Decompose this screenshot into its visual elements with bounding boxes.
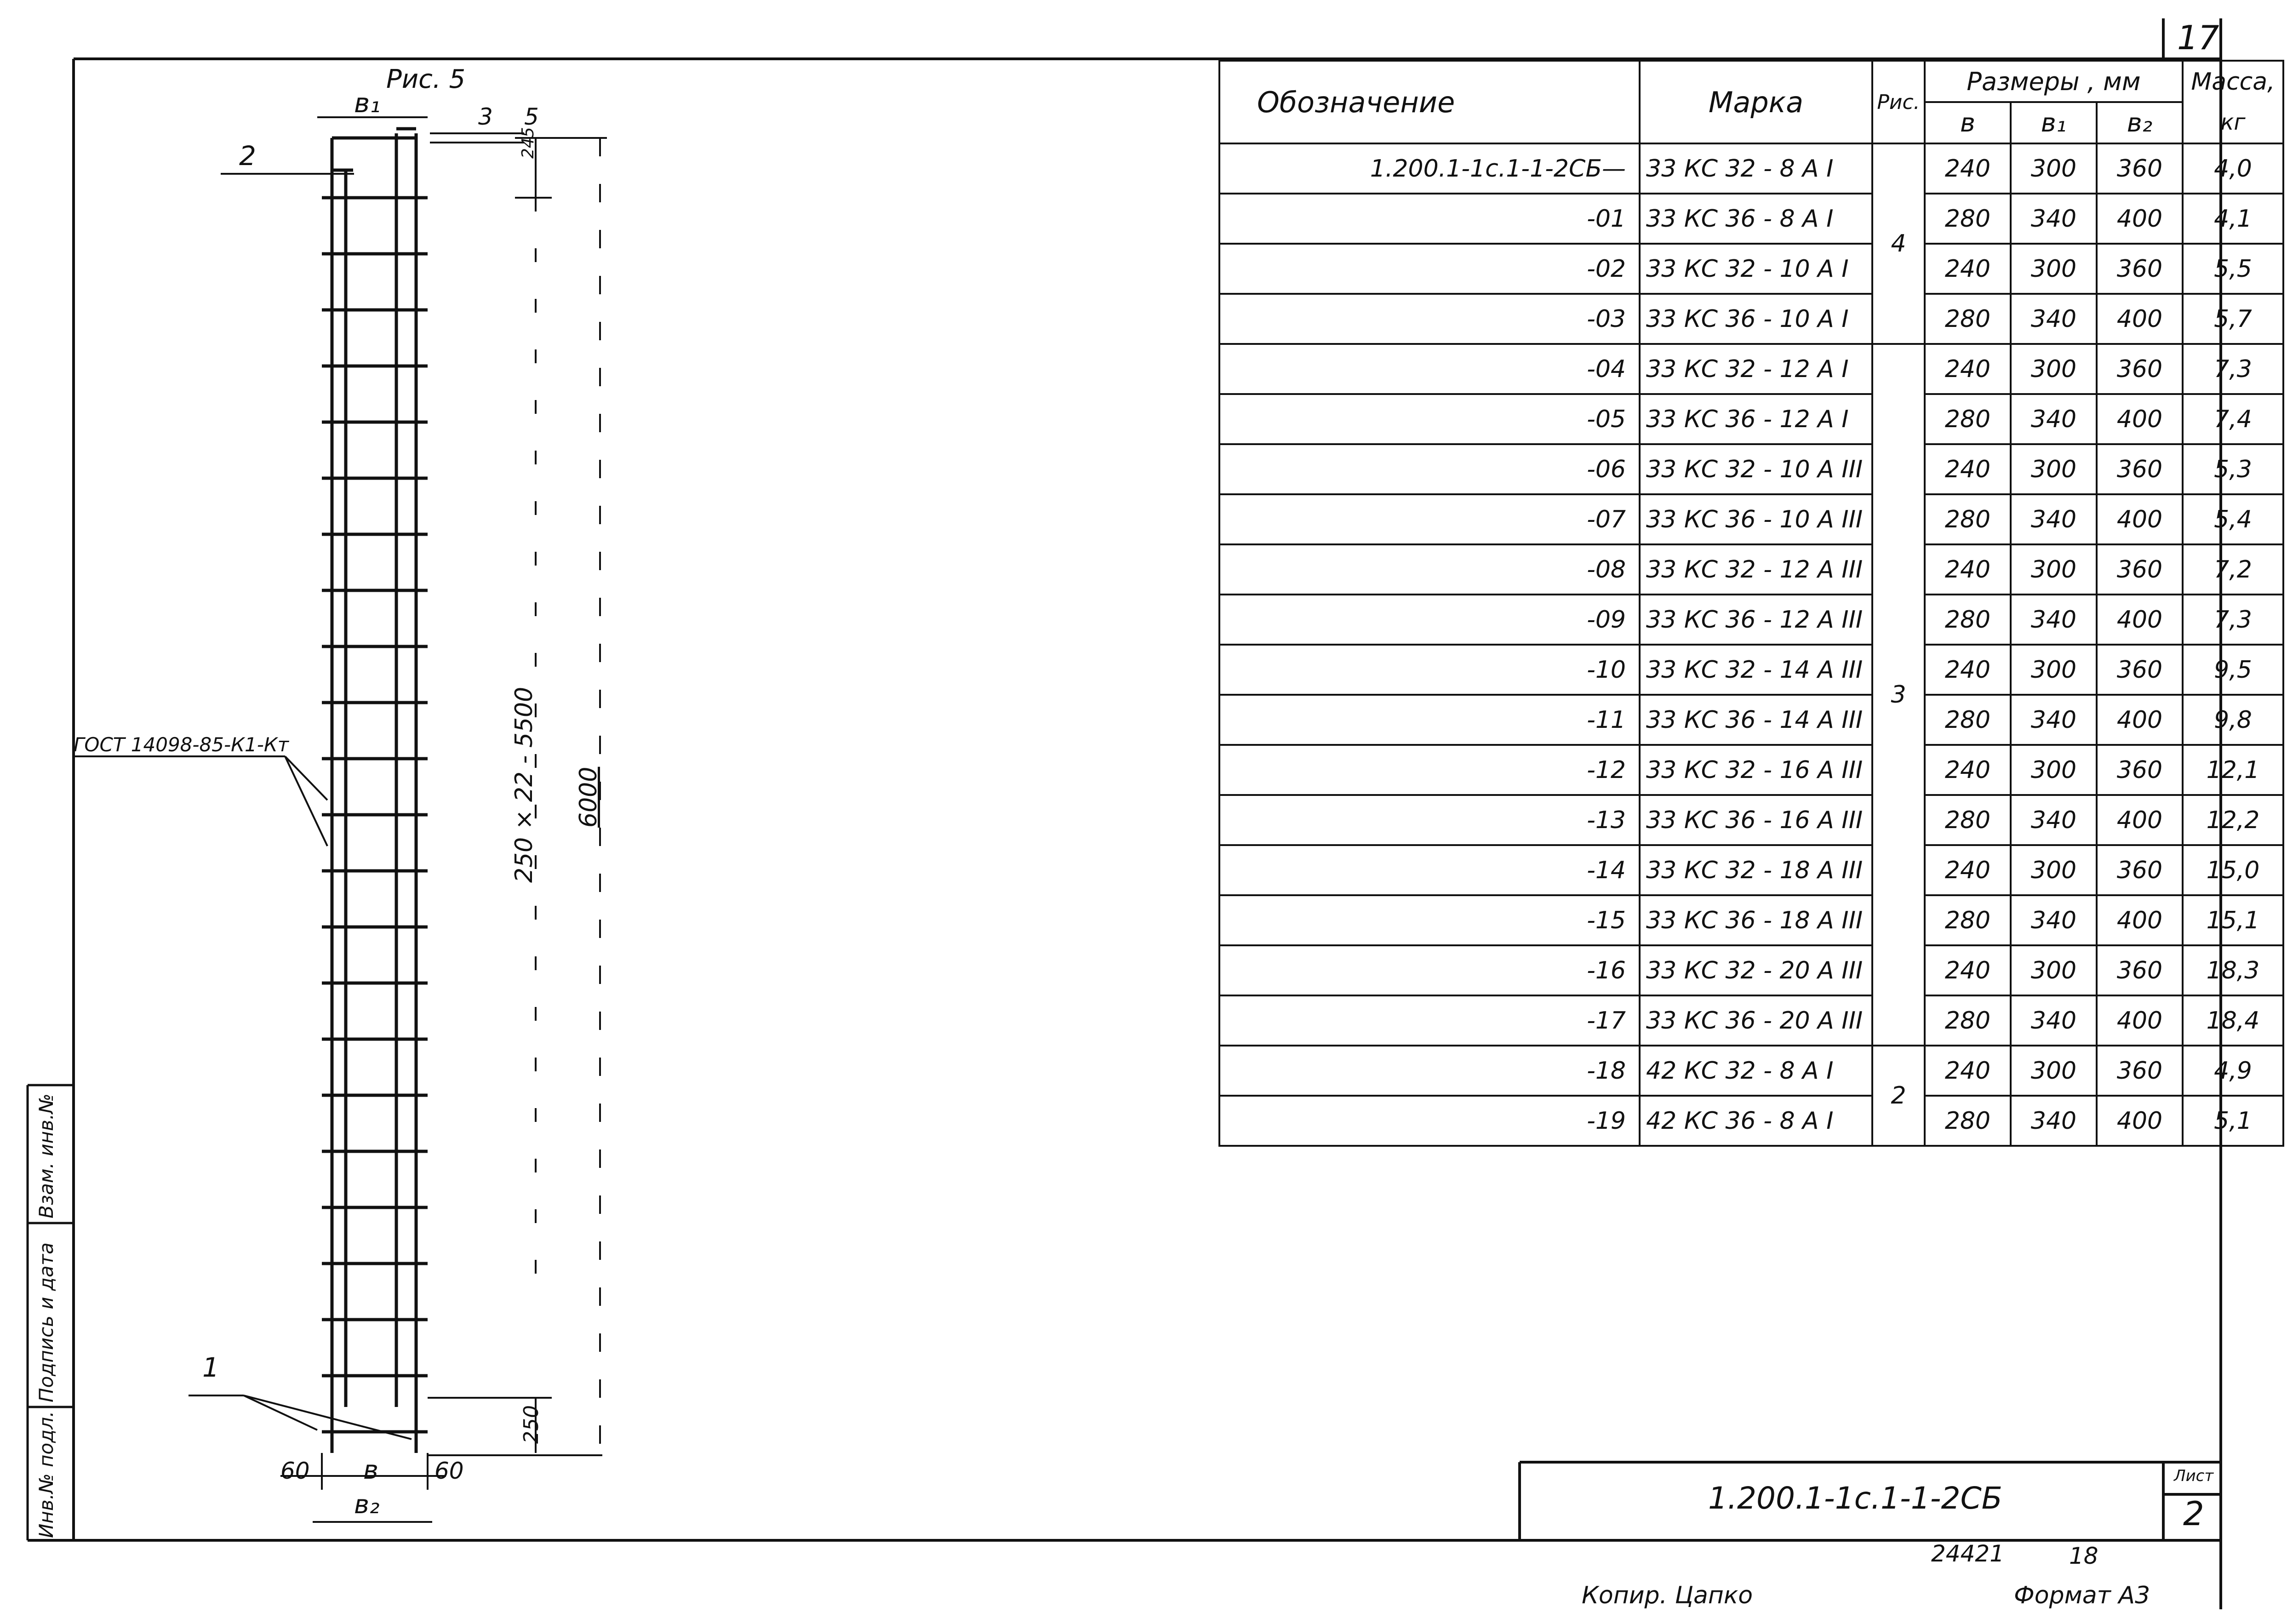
cell-designation: -15	[1219, 895, 1640, 945]
cell-mark: 33 КС 32 - 18 А III	[1640, 845, 1872, 895]
cell-mark: 33 КС 36 - 18 А III	[1640, 895, 1872, 945]
dim-245-label: 245	[519, 127, 537, 159]
cell-b2: 360	[2097, 544, 2183, 595]
cell-designation: -08	[1219, 544, 1640, 595]
doc-code: 1.200.1-1с.1-1-2СБ	[1708, 1481, 2002, 1516]
cell-b1: 340	[2011, 895, 2097, 945]
cell-b1: 340	[2011, 1096, 2097, 1146]
cell-b: 280	[1925, 294, 2011, 344]
cell-mass: 9,5	[2183, 645, 2283, 695]
stamp-inv-podl: Инв.№ подл.	[35, 1411, 57, 1538]
cell-designation: -11	[1219, 695, 1640, 745]
cell-mass: 7,3	[2183, 595, 2283, 645]
table-row	[1219, 244, 2283, 294]
dim-60-right-label: 60	[435, 1458, 464, 1484]
cell-b: 280	[1925, 995, 2011, 1046]
gost-note: ГОСТ 14098-85-К1-Кт	[74, 733, 289, 756]
cell-b1: 300	[2011, 244, 2097, 294]
cell-mass: 18,4	[2183, 995, 2283, 1046]
table-row	[1219, 544, 2283, 595]
cell-mass: 18,3	[2183, 945, 2283, 995]
table-row	[1219, 645, 2283, 695]
cell-b2: 360	[2097, 244, 2183, 294]
cell-b2: 360	[2097, 945, 2183, 995]
header-designation: Обозначение	[1219, 61, 1640, 143]
cell-designation: -09	[1219, 595, 1640, 645]
cell-mark: 42 КС 36 - 8 А I	[1640, 1096, 1872, 1146]
cell-fig: 2	[1872, 1046, 1925, 1146]
table-row	[1219, 194, 2283, 244]
cell-designation: -12	[1219, 745, 1640, 795]
cell-mass: 12,2	[2183, 795, 2283, 845]
cell-mass: 4,9	[2183, 1046, 2283, 1096]
cell-b1: 340	[2011, 394, 2097, 444]
cell-designation: -04	[1219, 344, 1640, 394]
cell-b: 280	[1925, 895, 2011, 945]
cell-b2: 400	[2097, 194, 2183, 244]
cell-b: 240	[1925, 544, 2011, 595]
figure-title: Рис. 5	[386, 64, 466, 94]
cell-b1: 340	[2011, 194, 2097, 244]
cell-b2: 400	[2097, 895, 2183, 945]
cell-mark: 33 КС 36 - 8 А I	[1640, 194, 1872, 244]
cell-b: 280	[1925, 595, 2011, 645]
cell-designation: -07	[1219, 494, 1640, 544]
cell-b1: 340	[2011, 995, 2097, 1046]
cell-mark: 33 КС 32 - 10 А I	[1640, 244, 1872, 294]
table-row	[1219, 444, 2283, 494]
specification-table	[1218, 60, 2284, 1147]
table-row	[1219, 845, 2283, 895]
dim-b1-label: в₁	[354, 87, 381, 119]
cell-b2: 400	[2097, 995, 2183, 1046]
cell-b1: 300	[2011, 344, 2097, 394]
cell-b1: 340	[2011, 595, 2097, 645]
cell-mass: 5,7	[2183, 294, 2283, 344]
cell-mark: 33 КС 36 - 20 А III	[1640, 995, 1872, 1046]
cell-mass: 5,4	[2183, 494, 2283, 544]
cell-designation: -19	[1219, 1096, 1640, 1146]
cell-mass: 5,1	[2183, 1096, 2283, 1146]
cell-b: 280	[1925, 695, 2011, 745]
table-row	[1219, 945, 2283, 995]
cell-b: 240	[1925, 344, 2011, 394]
cell-designation: -10	[1219, 645, 1640, 695]
dim-b-label: в	[363, 1455, 379, 1485]
cell-b1: 300	[2011, 845, 2097, 895]
cell-b1: 340	[2011, 795, 2097, 845]
table-row	[1219, 995, 2283, 1046]
table-row	[1219, 294, 2283, 344]
cell-b2: 400	[2097, 595, 2183, 645]
cell-mark: 33 КС 32 - 8 А I	[1640, 143, 1872, 194]
cell-mark: 33 КС 32 - 10 А III	[1640, 444, 1872, 494]
header-mass-unit: кг	[2183, 102, 2283, 143]
table-row	[1219, 143, 2283, 194]
position-2-label: 2	[239, 140, 256, 172]
archive-number: 24421	[1931, 1540, 2005, 1567]
header-b2: в₂	[2097, 102, 2183, 143]
cell-b2: 360	[2097, 645, 2183, 695]
transverse-bars	[322, 198, 428, 1432]
cell-b2: 400	[2097, 795, 2183, 845]
cell-mass: 4,0	[2183, 143, 2283, 194]
stamp-podpis: Подпись и дата	[35, 1242, 57, 1402]
cell-b2: 400	[2097, 394, 2183, 444]
cell-mark: 33 КС 32 - 16 А III	[1640, 745, 1872, 795]
cell-b: 240	[1925, 845, 2011, 895]
cell-mass: 15,0	[2183, 845, 2283, 895]
cell-designation: -03	[1219, 294, 1640, 344]
cell-b: 280	[1925, 394, 2011, 444]
dim-250-label: 250	[520, 1405, 543, 1444]
cell-designation: -06	[1219, 444, 1640, 494]
archive-suffix: 18	[2069, 1543, 2098, 1569]
cell-fig: 3	[1872, 344, 1925, 1046]
cell-mark: 33 КС 32 - 12 А I	[1640, 344, 1872, 394]
copied-by: Копир. Цапко	[1582, 1582, 1753, 1609]
cell-mass: 5,3	[2183, 444, 2283, 494]
header-b1: в₁	[2011, 102, 2097, 143]
table-row	[1219, 1096, 2283, 1146]
cell-b2: 400	[2097, 1096, 2183, 1146]
cell-b2: 400	[2097, 494, 2183, 544]
cell-b1: 340	[2011, 294, 2097, 344]
dim-top-3-label: 3	[478, 103, 493, 130]
table-row	[1219, 745, 2283, 795]
dim-pitch-label: 250 × 22 - 5500	[510, 686, 538, 883]
header-sizes: Размеры , мм	[1925, 61, 2183, 102]
table-row	[1219, 1046, 2283, 1096]
cage-figure	[332, 129, 416, 1453]
cell-mass: 7,3	[2183, 344, 2283, 394]
cell-b1: 300	[2011, 645, 2097, 695]
header-mass: Масса,	[2183, 61, 2283, 102]
cell-designation: 1.200.1-1с.1-1-2СБ—	[1219, 143, 1640, 194]
cell-b2: 360	[2097, 745, 2183, 795]
header-fig: Рис.	[1872, 61, 1925, 143]
cell-designation: -17	[1219, 995, 1640, 1046]
position-1-label: 1	[202, 1352, 219, 1383]
dim-total-label: 6000	[575, 766, 602, 828]
cell-b2: 360	[2097, 143, 2183, 194]
dim-b2-label: в₂	[354, 1490, 380, 1520]
cell-b1: 300	[2011, 745, 2097, 795]
cell-b: 280	[1925, 494, 2011, 544]
cell-b1: 300	[2011, 544, 2097, 595]
page-number: 17	[2177, 18, 2219, 57]
cell-b2: 400	[2097, 294, 2183, 344]
paper-format: Формат А3	[2014, 1582, 2150, 1609]
dim-60-left-label: 60	[280, 1458, 310, 1484]
cell-b1: 340	[2011, 695, 2097, 745]
cell-b2: 360	[2097, 1046, 2183, 1096]
header-mark: Марка	[1640, 61, 1872, 143]
cell-b: 280	[1925, 194, 2011, 244]
dim-top-5-label: 5	[524, 103, 539, 130]
cell-b: 240	[1925, 1046, 2011, 1096]
cell-b1: 300	[2011, 143, 2097, 194]
cell-mark: 33 КС 36 - 14 А III	[1640, 695, 1872, 745]
cell-b: 280	[1925, 1096, 2011, 1146]
sheet-label: Лист	[2174, 1467, 2214, 1485]
table-row	[1219, 394, 2283, 444]
cell-designation: -14	[1219, 845, 1640, 895]
cell-designation: -18	[1219, 1046, 1640, 1096]
cell-b: 240	[1925, 745, 2011, 795]
cell-b: 240	[1925, 444, 2011, 494]
sheet-number: 2	[2183, 1494, 2204, 1533]
table-row	[1219, 695, 2283, 745]
table-row	[1219, 494, 2283, 544]
table-row	[1219, 895, 2283, 945]
cell-mark: 33 КС 32 - 12 А III	[1640, 544, 1872, 595]
cell-mark: 33 КС 36 - 12 А III	[1640, 595, 1872, 645]
table-row	[1219, 595, 2283, 645]
cell-mark: 42 КС 32 - 8 А I	[1640, 1046, 1872, 1096]
cell-designation: -05	[1219, 394, 1640, 444]
cell-b: 240	[1925, 143, 2011, 194]
cell-b2: 360	[2097, 344, 2183, 394]
cell-mass: 4,1	[2183, 194, 2283, 244]
cell-mark: 33 КС 32 - 20 А III	[1640, 945, 1872, 995]
cell-fig: 4	[1872, 143, 1925, 344]
cell-b: 280	[1925, 795, 2011, 845]
cell-b1: 300	[2011, 444, 2097, 494]
cell-b1: 340	[2011, 494, 2097, 544]
cell-mark: 33 КС 36 - 16 А III	[1640, 795, 1872, 845]
table-row	[1219, 795, 2283, 845]
cell-mass: 12,1	[2183, 745, 2283, 795]
cell-designation: -01	[1219, 194, 1640, 244]
cell-b1: 300	[2011, 1046, 2097, 1096]
cell-designation: -02	[1219, 244, 1640, 294]
cell-mass: 5,5	[2183, 244, 2283, 294]
header-b: в	[1925, 102, 2011, 143]
cell-b: 240	[1925, 244, 2011, 294]
cell-b: 240	[1925, 945, 2011, 995]
cell-mark: 33 КС 36 - 12 А I	[1640, 394, 1872, 444]
cell-b2: 400	[2097, 695, 2183, 745]
cell-mass: 7,4	[2183, 394, 2283, 444]
cell-b1: 300	[2011, 945, 2097, 995]
cell-designation: -13	[1219, 795, 1640, 845]
cell-mark: 33 КС 36 - 10 А I	[1640, 294, 1872, 344]
cell-b: 240	[1925, 645, 2011, 695]
cell-b2: 360	[2097, 845, 2183, 895]
cell-mass: 9,8	[2183, 695, 2283, 745]
cell-designation: -16	[1219, 945, 1640, 995]
cell-b2: 360	[2097, 444, 2183, 494]
table-row	[1219, 344, 2283, 394]
cell-mark: 33 КС 36 - 10 А III	[1640, 494, 1872, 544]
cell-mark: 33 КС 32 - 14 А III	[1640, 645, 1872, 695]
cell-mass: 7,2	[2183, 544, 2283, 595]
cell-mass: 15,1	[2183, 895, 2283, 945]
stamp-vzam: Взам. инв.№	[35, 1093, 57, 1218]
